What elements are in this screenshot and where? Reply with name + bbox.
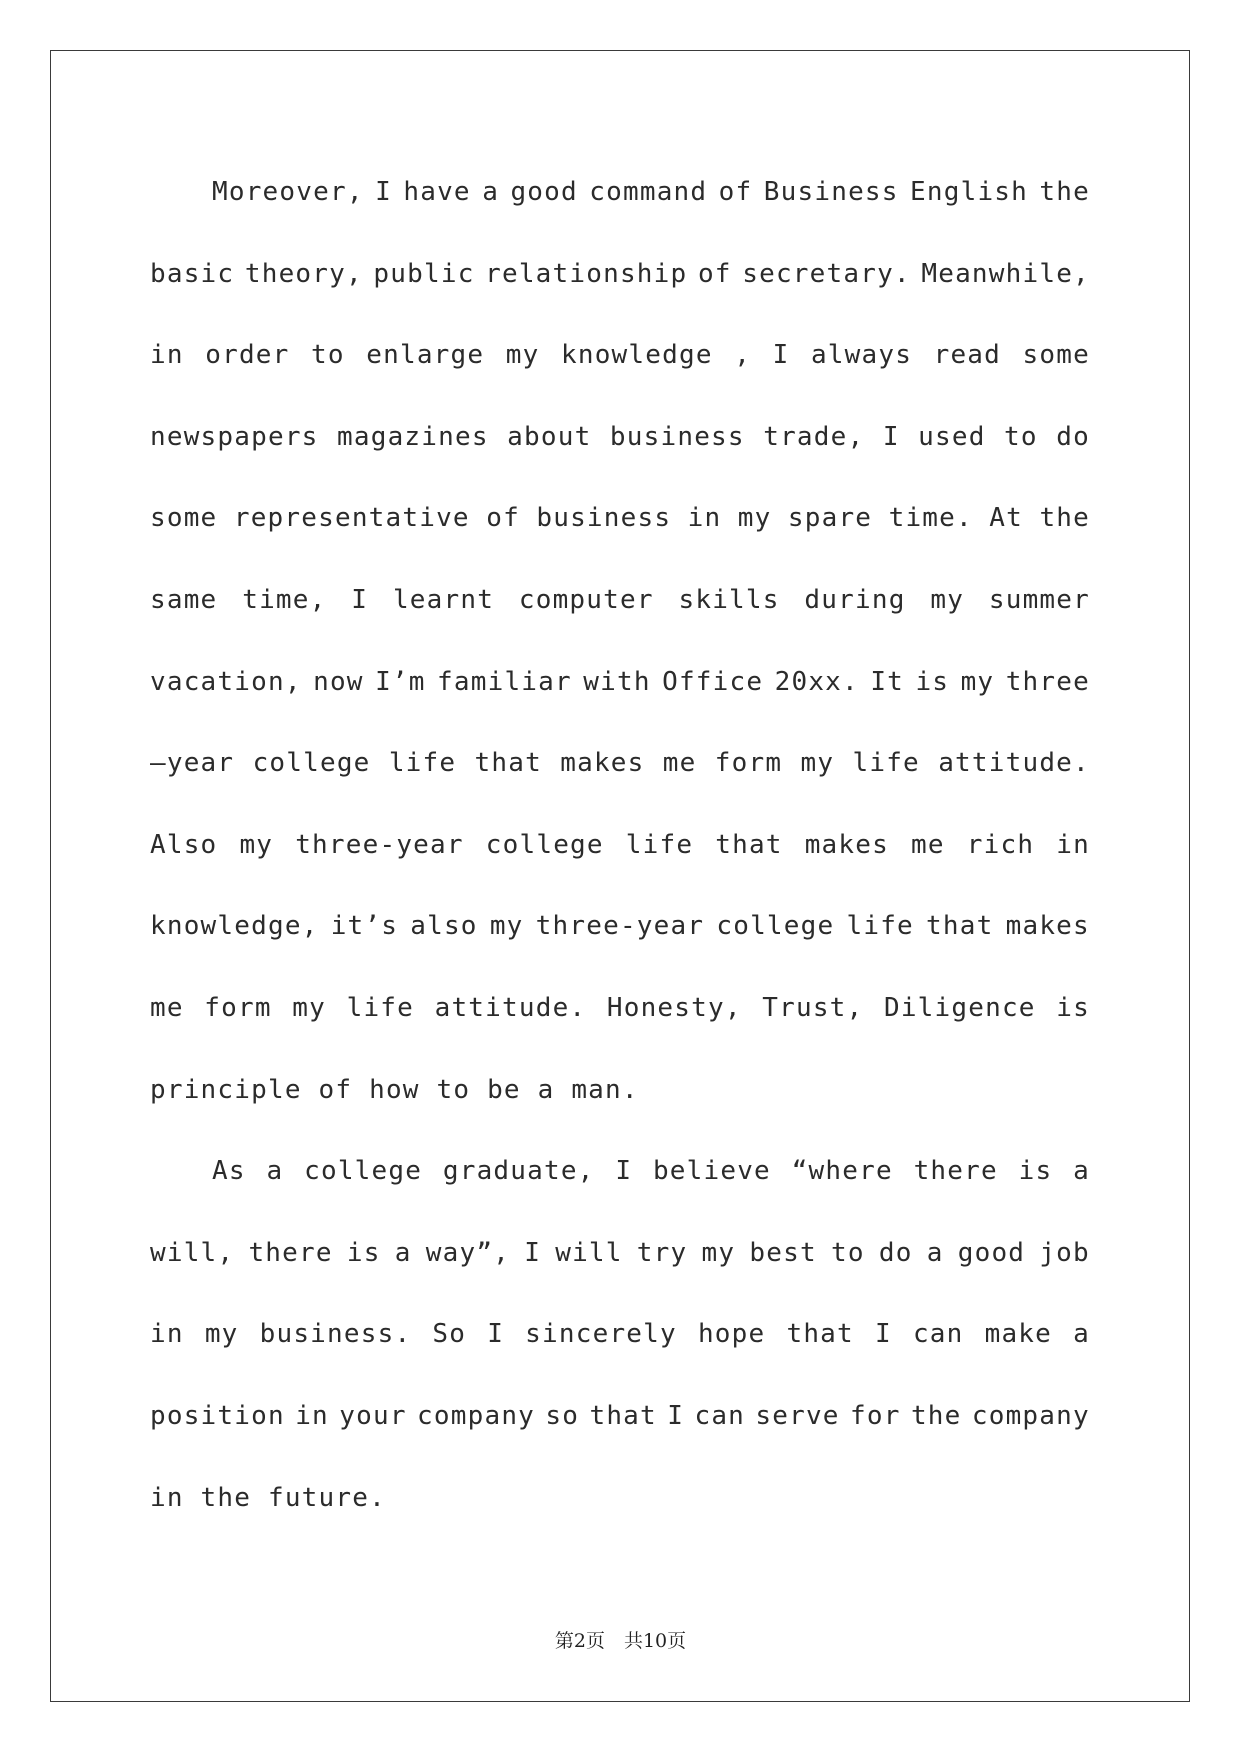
word: hope <box>697 1319 766 1350</box>
text-line <box>150 560 1090 642</box>
word: my <box>239 829 274 860</box>
word: knowledge, <box>150 911 319 942</box>
text-line <box>150 234 1090 316</box>
text-line <box>150 1213 1090 1295</box>
word: company <box>971 1400 1090 1431</box>
word: Trust, <box>762 992 864 1023</box>
word: “where <box>791 1156 893 1187</box>
word: life <box>852 748 920 779</box>
word: good <box>957 1237 1026 1268</box>
word: used <box>918 421 986 452</box>
word: It <box>870 666 905 697</box>
word: I <box>615 1156 633 1187</box>
word: good <box>510 177 578 207</box>
word: three <box>1005 666 1090 697</box>
word: a <box>1073 1156 1090 1187</box>
word: the <box>1039 177 1090 207</box>
text-line <box>150 1458 1090 1540</box>
word: makes <box>560 748 645 779</box>
word: believe <box>652 1156 771 1187</box>
word: best <box>749 1237 817 1268</box>
word: life <box>846 911 914 942</box>
word: business <box>536 503 672 534</box>
text-line <box>150 886 1090 968</box>
word: learnt <box>392 584 495 615</box>
word: in <box>295 1400 329 1431</box>
word: also <box>410 911 478 942</box>
word: form <box>714 748 783 779</box>
word: do <box>878 1237 913 1268</box>
word: to <box>311 340 345 371</box>
word: my <box>489 911 524 942</box>
word: summer <box>988 584 1090 615</box>
word: read <box>933 340 1002 371</box>
word: the <box>1039 503 1090 534</box>
word: three-year <box>535 911 705 942</box>
word: I’m <box>375 666 426 697</box>
text-line <box>150 478 1090 560</box>
word: my <box>737 503 772 534</box>
word: secretary. <box>742 258 911 289</box>
word: your <box>339 1400 407 1431</box>
word: that <box>926 911 994 942</box>
word: is <box>1018 1156 1053 1187</box>
word: during <box>804 584 906 615</box>
word: form <box>204 992 272 1023</box>
word: serve <box>755 1400 840 1431</box>
word: I <box>524 1237 542 1268</box>
word: job <box>1039 1237 1090 1268</box>
word: business <box>609 421 745 452</box>
word: So <box>432 1319 467 1350</box>
word: make <box>984 1319 1053 1350</box>
word: life <box>346 992 415 1023</box>
word: Diligence <box>883 992 1036 1023</box>
word: that <box>589 1400 657 1431</box>
word: have <box>403 177 471 207</box>
word: makes <box>1005 911 1090 942</box>
word: attitude. <box>938 748 1090 779</box>
word: familiar <box>437 666 572 697</box>
word: At <box>989 503 1024 534</box>
word: Honesty, <box>606 992 742 1023</box>
word: I <box>351 584 369 615</box>
word: a <box>482 177 500 207</box>
word: is <box>1056 992 1090 1023</box>
word: my <box>930 584 965 615</box>
word: Business <box>763 177 899 207</box>
text-line <box>150 1131 1090 1213</box>
word: to <box>1004 421 1038 452</box>
text-line <box>150 968 1090 1050</box>
word: command <box>589 177 708 207</box>
word: a <box>394 1237 412 1268</box>
word: I <box>772 340 790 371</box>
word: computer <box>518 584 654 615</box>
text-line <box>150 152 1090 234</box>
word: will <box>555 1237 623 1268</box>
word: life <box>625 829 694 860</box>
word: makes <box>804 829 889 860</box>
word: spare <box>787 503 873 534</box>
word: in <box>150 340 184 371</box>
word: time. <box>888 503 973 534</box>
word: some <box>150 503 218 534</box>
word: my <box>701 1237 736 1268</box>
word: is <box>915 666 950 697</box>
word: will, <box>150 1237 235 1268</box>
word: my <box>505 340 540 371</box>
word: , <box>734 340 752 371</box>
page-number-footer: 第2页 共10页 <box>554 1630 687 1652</box>
word: in <box>687 503 722 534</box>
word: with <box>583 666 651 697</box>
word: can <box>912 1319 964 1350</box>
word: vacation, <box>150 666 302 697</box>
word: I <box>487 1319 505 1350</box>
text-line <box>150 1376 1090 1458</box>
word: I <box>667 1400 685 1431</box>
word: now <box>313 666 364 697</box>
word: me <box>662 748 697 779</box>
word: of <box>697 258 732 289</box>
word: of <box>486 503 520 534</box>
word: me <box>150 992 184 1023</box>
word: that <box>715 829 783 860</box>
word: life <box>388 748 457 779</box>
word: I <box>874 1319 892 1350</box>
word: a <box>266 1156 284 1187</box>
word: same <box>150 584 218 615</box>
word: it’s <box>330 911 399 942</box>
word: relationship <box>485 258 688 289</box>
word: so <box>545 1400 580 1431</box>
word: time, <box>242 584 327 615</box>
word: 20xx. <box>774 666 859 697</box>
word: representative <box>233 503 470 534</box>
word: enlarge <box>366 340 485 371</box>
word: public <box>373 258 475 289</box>
word: English <box>910 177 1029 207</box>
word: way”, <box>425 1237 511 1268</box>
word: that <box>786 1319 854 1350</box>
word: three-year <box>295 829 464 860</box>
word: Moreover, <box>212 177 364 207</box>
word: college <box>304 1156 423 1187</box>
word: in the future. <box>150 1482 386 1513</box>
word: company <box>417 1400 536 1431</box>
word: trade, <box>763 421 865 452</box>
word: Also <box>150 829 218 860</box>
word: order <box>205 340 290 371</box>
word: my <box>204 1319 239 1350</box>
word: my <box>960 666 995 697</box>
word: try <box>636 1237 688 1268</box>
word: skills <box>678 584 780 615</box>
text-line <box>150 723 1090 805</box>
word: there <box>248 1237 333 1268</box>
word: Meanwhile, <box>921 258 1090 289</box>
word: can <box>694 1400 746 1431</box>
word: in <box>150 1319 184 1350</box>
word: to <box>830 1237 865 1268</box>
word: –year <box>150 748 235 779</box>
word: the <box>910 1400 962 1431</box>
word: graduate, <box>442 1156 595 1187</box>
text-line <box>150 1294 1090 1376</box>
word: for <box>850 1400 901 1431</box>
word: in <box>1056 829 1090 860</box>
text-line <box>150 805 1090 887</box>
text-line <box>150 1050 1090 1132</box>
word: my <box>292 992 327 1023</box>
word: magazines <box>337 421 489 452</box>
word: do <box>1056 421 1090 452</box>
word: me <box>911 829 945 860</box>
word: principle of how to be a man. <box>150 1074 639 1105</box>
text-line <box>150 315 1090 397</box>
word: theory, <box>244 258 363 289</box>
word: college <box>252 748 371 779</box>
word: of <box>718 177 753 207</box>
word: there <box>913 1156 998 1187</box>
word: business. <box>259 1319 412 1350</box>
word: college <box>716 911 835 942</box>
word: about <box>507 421 592 452</box>
word: Office <box>662 666 764 697</box>
word: rich <box>966 829 1035 860</box>
text-line <box>150 642 1090 724</box>
word: basic <box>150 258 235 289</box>
word: sincerely <box>525 1319 677 1350</box>
word: As <box>212 1156 246 1187</box>
word: I <box>882 421 900 452</box>
word: some <box>1022 340 1090 371</box>
word: position <box>150 1400 285 1431</box>
word: always <box>810 340 913 371</box>
word: attitude. <box>434 992 587 1023</box>
word: is <box>346 1237 381 1268</box>
word: newspapers <box>150 421 319 452</box>
word: I <box>375 177 392 207</box>
word: college <box>485 829 604 860</box>
word: that <box>474 748 542 779</box>
body-text <box>150 152 1090 1539</box>
word: a <box>926 1237 944 1268</box>
word: my <box>800 748 835 779</box>
word: a <box>1073 1319 1090 1350</box>
word: knowledge <box>561 340 713 371</box>
text-line <box>150 397 1090 479</box>
